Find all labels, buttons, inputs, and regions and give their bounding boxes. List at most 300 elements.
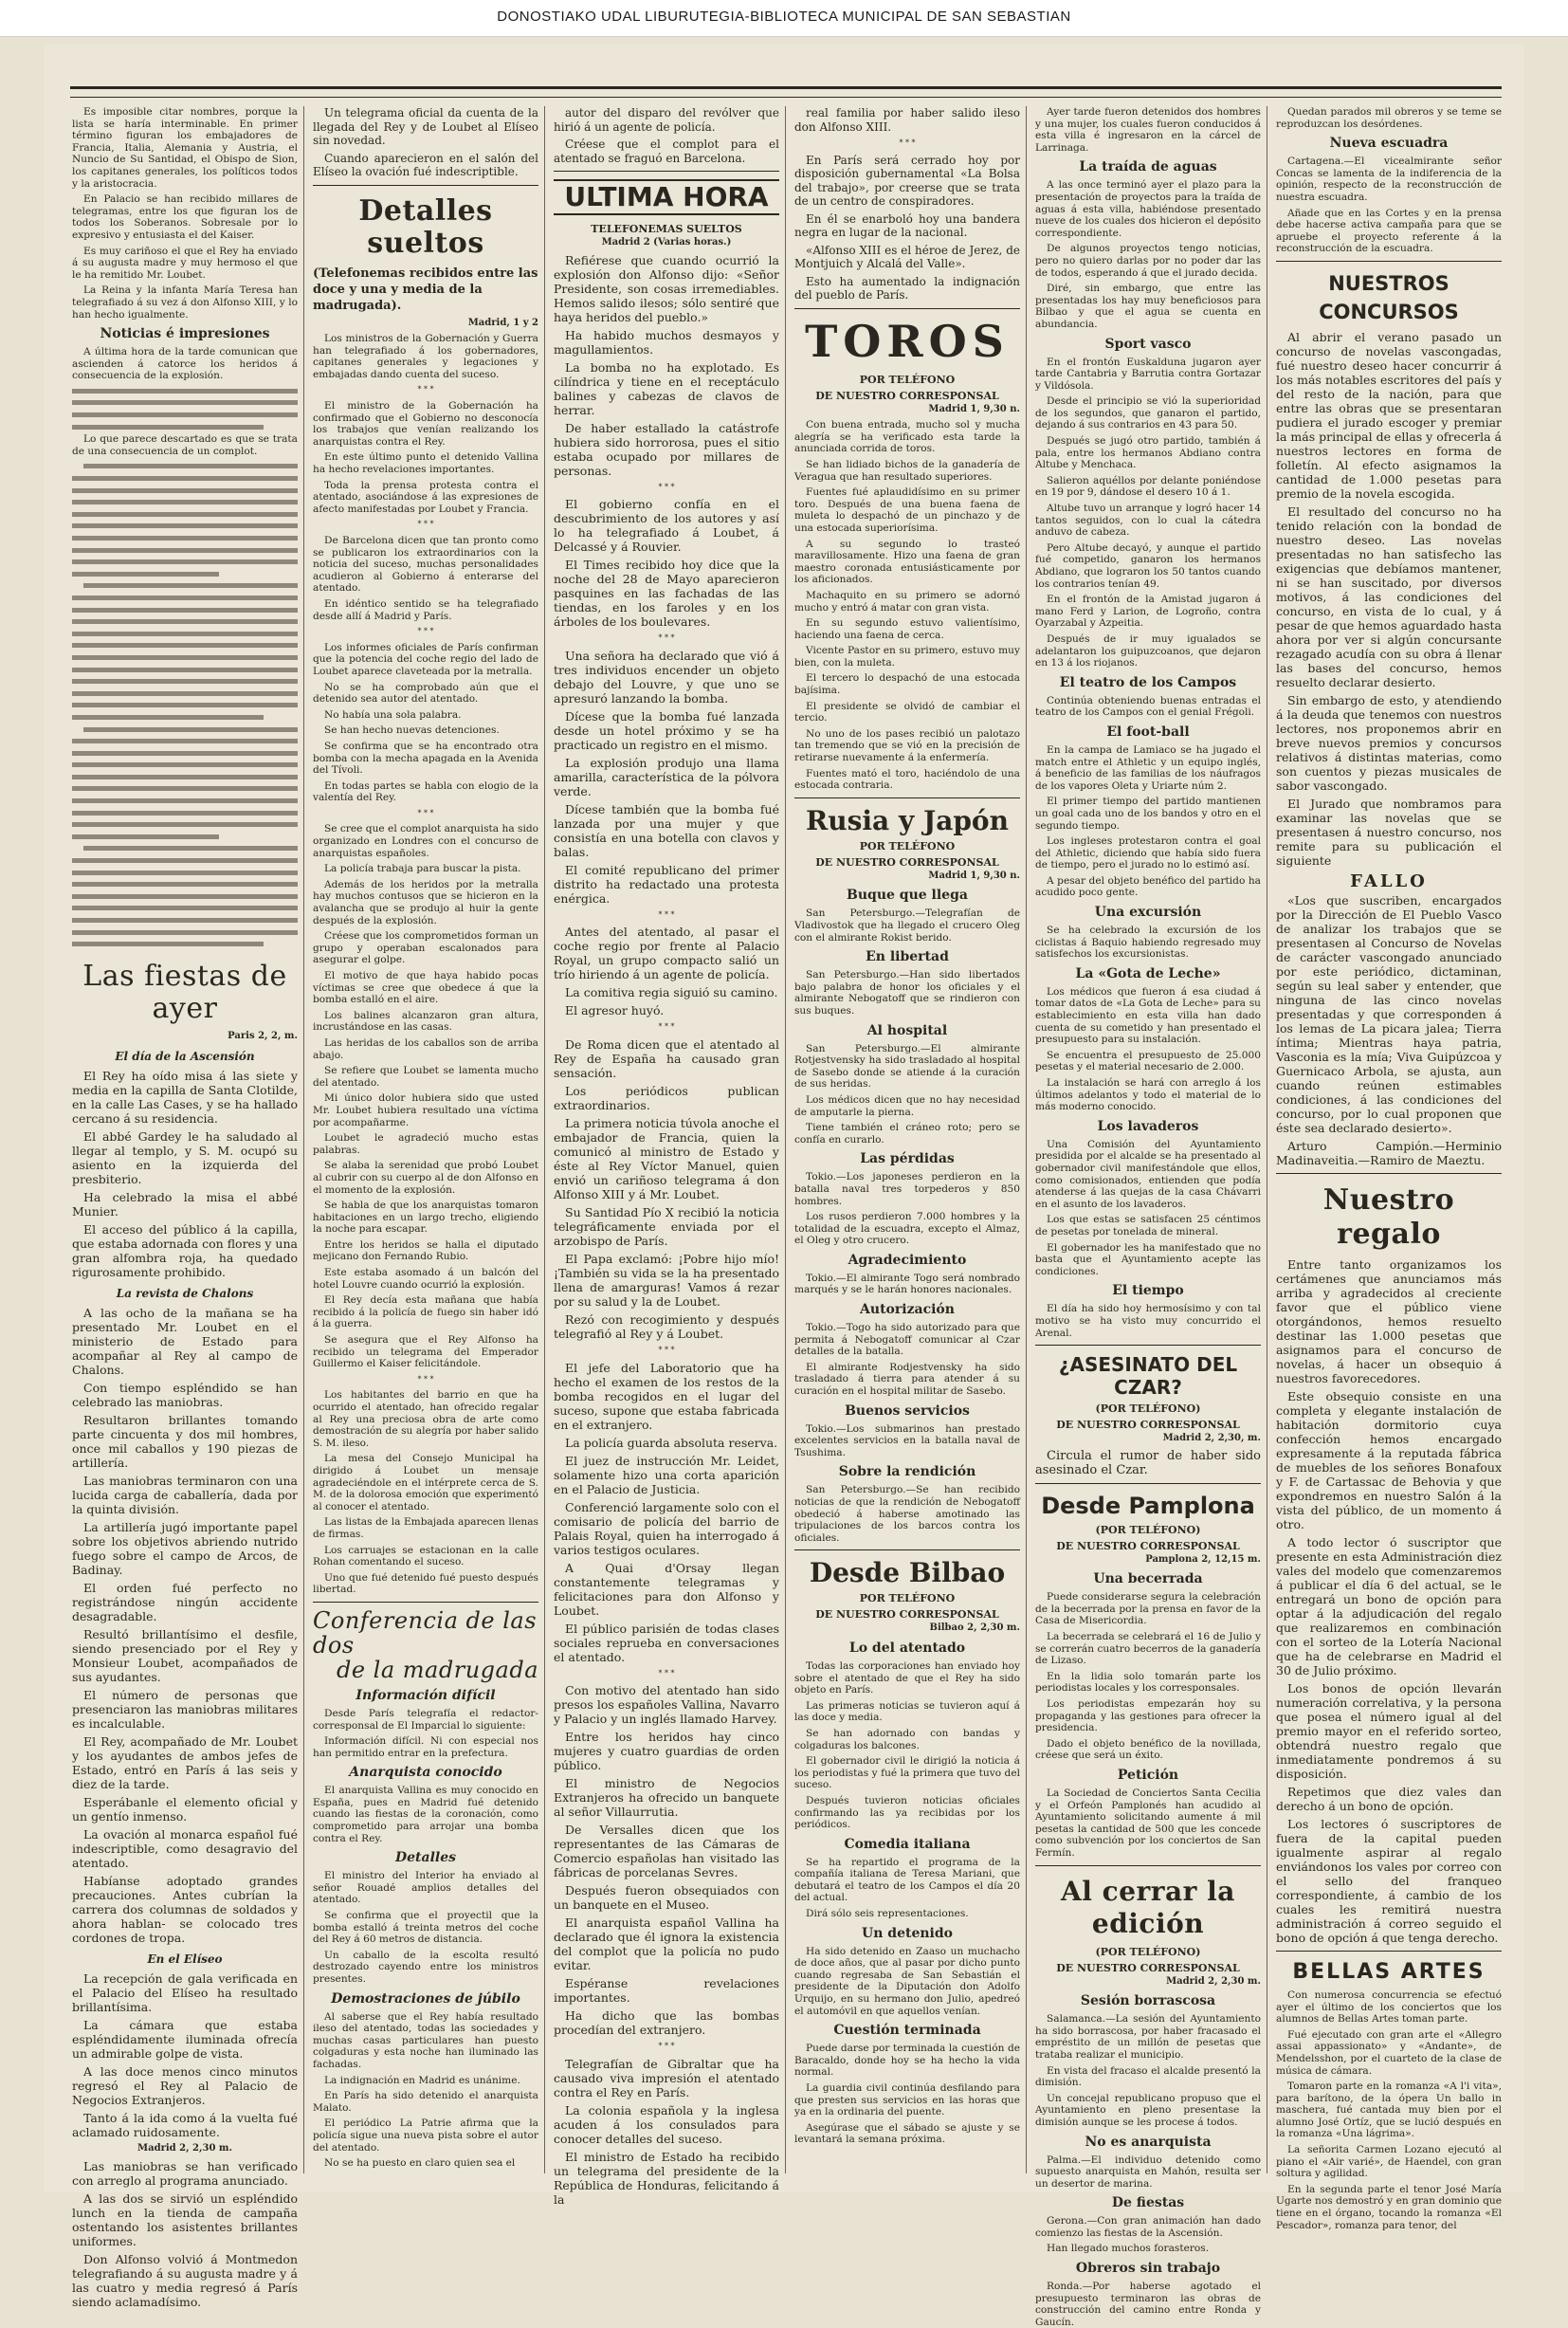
paragraph: Los balines alcanzaron gran altura, incrustándose en las casas.	[313, 1009, 538, 1034]
paragraph: Toda la prensa protesta contra el atentado, asociándose á las expresiones de afecto manifestadas por Loubet y Francia.	[313, 479, 538, 515]
paragraph: Se ha celebrado la excursión de los ciclistas á Baquio habiendo regresado muy satisfechos los excursionistas.	[1035, 925, 1261, 961]
paragraph: No se ha comprobado aún que el detenido sea autor del atentado.	[313, 681, 538, 706]
paragraph: De haber estallado la catástrofe hubiera sido horrorosa, pues el sitio estaba ocupado por millares de personas.	[554, 420, 779, 478]
paragraph: Es muy cariñoso el que el Rey ha enviado á su augusta madre y muy hermoso el que le ha remitido Mr. Loubet.	[72, 245, 298, 281]
paragraph: En el frontón de la Amistad jugaron á mano Ferd y Larion, de Logroño, contra Oyarzabal y Azpeitia.	[1035, 594, 1261, 630]
text-line	[72, 497, 298, 509]
divider	[1035, 1865, 1261, 1866]
column-divider	[303, 106, 304, 2173]
paragraph: A Quai d'Orsay llegan constantemente telegramas y felicitaciones para don Alfonso y Loubet.	[554, 1560, 779, 1618]
paragraph: El Papa exclamó: ¡Pobre hijo mío! ¡También su vida se la ha presentado llena de amarguras! Vamos á rezar por su salud y la de Loubet.	[554, 1251, 779, 1309]
paragraph: Después se jugó otro partido, también á pala, entre los hermanos Abdiano contra Altube y Menchaca.	[1035, 435, 1261, 471]
subsection-heading: El foot-ball	[1106, 724, 1190, 740]
paragraph: A las dos se sirvió un espléndido lunch en la tienda de campaña ostentando los asistentes brillantes uniformes.	[72, 2191, 298, 2248]
paragraph: Todas las corporaciones han enviado hoy sobre el atentado de que el Rey ha sido objeto en París.	[794, 1659, 1020, 1696]
paragraph: Don Alfonso volvió á Montmedon telegrafiando á su augusta madre y á las cuatro y media regresó á París siendo aclamadísimo.	[72, 2251, 298, 2309]
paragraph: Información difícil. Ni con especial nos han permitido entrar en la prefectura.	[313, 1735, 538, 1759]
text-line	[72, 422, 264, 434]
paragraph: El ministro de Negocios Extranjeros ha ofrecido un banquete al señor Villaurrutia.	[554, 1776, 779, 1820]
paragraph: Una señora ha declarado que vió á tres individuos encender un objeto debajo del Louvre, y que uno se apresuró lanzando la bomba.	[554, 648, 779, 706]
paragraph: Ha celebrado la misa el abbé Munier.	[72, 1190, 298, 1219]
section-heading: Al cerrar la edición	[1061, 1875, 1235, 1939]
byline: DE NUESTRO CORRESPONSAL	[815, 389, 999, 402]
text-line	[72, 593, 298, 605]
paragraph: Los periódicos publican extraordinarios.	[554, 1083, 779, 1112]
divider	[794, 797, 1020, 798]
paragraph: Entre los heridos se halla el diputado mejicano don Fernando Rubio.	[313, 1238, 538, 1263]
subsection-heading: Obreros sin trabajo	[1075, 2261, 1221, 2277]
divider	[794, 1549, 1020, 1550]
text-line	[72, 605, 298, 617]
paragraph: Dado el objeto benéfico de la novillada, créese que será un éxito.	[1035, 1737, 1261, 1762]
paragraph: Se alaba la serenidad que probó Loubet al cubrir con su cuerpo al de don Alfonso en el momento de la explosión.	[313, 1160, 538, 1196]
section-heading: Rusia y Japón	[806, 804, 1009, 836]
paragraph: La policía guarda absoluta reserva.	[565, 1435, 778, 1450]
dateline: Bilbao 2, 2,30 m.	[929, 1622, 1020, 1634]
divider	[313, 1602, 538, 1603]
column-3	[554, 106, 779, 2207]
paragraph: Créese que el complot para el atentado se fraguó en Barcelona.	[554, 137, 779, 165]
dateline: Madrid, 1 y 2	[467, 317, 538, 328]
paragraph: Desde el principio se vió la superioridad de los segundos, que ganaron el partido, dejando á sus contrarios en 43 para 50.	[1035, 395, 1261, 431]
paragraph: El Jurado que nombramos para examinar las novelas que se presentasen á nuestro concurso, nos remite para su publicación el siguiente	[1276, 796, 1502, 868]
paragraph: El orden fué perfecto no registrándose ningún accidente desagradable.	[72, 1581, 298, 1624]
paragraph: Puede darse por terminada la cuestión de Baracaldo, donde hoy se ha hecho la vida normal.	[794, 2043, 1020, 2079]
paragraph: Cartagena.—El vicealmirante señor Concas se lamenta de la indiferencia de la opinión, respecto de la reconstrucción de nuestra escuadra.	[1276, 156, 1502, 203]
separator-stars: * * *	[658, 2042, 675, 2051]
paragraph: Después fueron obsequiados con un banquete en el Museo.	[554, 1883, 779, 1913]
column-divider	[1026, 106, 1027, 2173]
paragraph: En Palacio se han recibido millares de telegramas, entre los que figuran los de todos los Soberanos. Sobresale por lo expresivo y entusiasta el del Kaiser.	[72, 193, 298, 241]
paragraph: Uno que fué detenido fué puesto después libertad.	[313, 1571, 538, 1596]
paragraph: El público parisién de todas clases sociales reprueba en conversaciones el atentado.	[554, 1621, 779, 1664]
paragraph: El abbé Gardey le ha saludado al llegar al templo, y S. M. ocupó su asiento en la izquierda del presbiterio.	[72, 1129, 298, 1187]
paragraph: Se han hecho nuevas detenciones.	[324, 724, 500, 737]
paragraph: Las primeras noticias se tuvieron aquí á las doce y media.	[794, 1699, 1020, 1724]
paragraph: Desde París telegrafía el redactor-corresponsal de El Imparcial lo siguiente:	[313, 1707, 538, 1732]
paragraph: A pesar del objeto benéfico del partido ha acudido poco gente.	[1035, 874, 1261, 899]
separator-stars: * * *	[417, 520, 434, 529]
paragraph: Pero Altube decayó, y aunque el partido fué competido, ganaron los hermanos Abdiano, que lograron los 50 tantos cuando los contrarios tenían 49.	[1035, 541, 1261, 590]
subsection-heading: Sobre la rendición	[838, 1464, 976, 1480]
paragraph: En la segunda parte el tenor José María Ugarte nos demostró y en gran dominio que tiene en el órgano, tocando la romanza «El Pescador», romanza para tenor, del	[1276, 2183, 1502, 2231]
text-line	[72, 386, 298, 398]
paragraph: Su Santidad Pío X recibió la noticia telegráficamente enviada por el arzobispo de París.	[554, 1204, 779, 1248]
byline: DE NUESTRO CORRESPONSAL	[1056, 1419, 1240, 1432]
paragraph: Se habla de que los anarquistas tomaron habitaciones en un largo trecho, eligiendo la noche para escapar.	[313, 1200, 538, 1236]
paragraph: Rezó con recogimiento y después telegrafió al Rey y á Loubet.	[554, 1311, 779, 1341]
paragraph: En este último punto el detenido Vallina ha hecho revelaciones importantes.	[313, 451, 538, 476]
paragraph: Tokio.—El almirante Togo será nombrado marqués y se le harán honores nacionales.	[794, 1272, 1020, 1296]
divider	[1276, 261, 1502, 262]
paragraph: Cuando aparecieron en el salón del Elíseo la ovación fué indescriptible.	[313, 151, 538, 178]
paragraph: Palma.—El individuo detenido como supuesto anarquista en Mahón, resulta ser un desertor de marina.	[1035, 2154, 1261, 2190]
paragraph: Después de ir muy igualados se adelantaron los guipuzcoanos, que dejaron en 13 á los riojanos.	[1035, 632, 1261, 669]
paragraph: El anarquista español Vallina ha declarado que él ignora la existencia del complot que la policía no pudo evitar.	[554, 1916, 779, 1973]
byline: DE NUESTRO CORRESPONSAL	[815, 855, 999, 869]
section-heading: BELLAS ARTES	[1292, 1959, 1486, 1984]
paragraph: En vista del fracaso el alcalde presentó la dimisión.	[1035, 2064, 1261, 2089]
paragraph: Los ingleses protestaron contra el goal del Athletic, diciendo que había sido fuera de tiempo, pero el jurado no lo estimó así.	[1035, 835, 1261, 871]
separator-stars: * * *	[658, 633, 675, 643]
paragraph: Las heridas de los caballos son de arriba abajo.	[313, 1036, 538, 1061]
text-line	[72, 509, 298, 522]
paragraph: Ayer tarde fueron detenidos dos hombres y una mujer, los cuales fueron conducidos á esta villa é ingresaron en la cárcel de Larrinaga.	[1035, 106, 1261, 154]
paragraph: En París ha sido detenido el anarquista Malato.	[313, 2090, 538, 2114]
paragraph: Lo que parece descartado es que se trata de una consecuencia de un complot.	[72, 433, 298, 457]
paragraph: San Petersburgo.—El almirante Rotjestvensky ha sido trasladado al hospital de Sasebo donde se atiende á la curación de sus heridas.	[794, 1042, 1020, 1091]
column-divider	[544, 106, 545, 2173]
separator-stars: * * *	[417, 627, 434, 636]
text-line	[72, 772, 298, 784]
paragraph: El agresor huyó.	[565, 1003, 665, 1018]
paragraph: A última hora de la tarde comunican que ascienden á catorce los heridos á consecuencia de la explosión.	[72, 346, 298, 382]
text-line	[72, 521, 298, 533]
paragraph: La Sociedad de Conciertos Santa Cecilia y el Orfeón Pamplonés han acudido al Ayuntamiento solicitando aumente á mil pesetas la cantidad de 500 que les concede como subvención por los conciertos de San Fermín.	[1035, 1787, 1261, 1859]
paragraph: Repetimos que diez vales dan derecho á un bono de opción.	[1276, 1784, 1502, 1813]
paragraph: Circula el rumor de haber sido asesinado el Czar.	[1035, 1448, 1261, 1477]
paragraph: La artillería jugó importante papel sobre los objetivos abriendo nutrido fuego sobre el campo de Arcos, de Badinay.	[72, 1520, 298, 1578]
paragraph: El ministro de Estado ha recibido un telegrama del presidente de la República de Honduras, felicitando á la	[554, 2149, 779, 2207]
paragraph: En él se enarboló hoy una bandera negra en lugar de la nacional.	[794, 211, 1020, 240]
paragraph: Loubet le agradeció mucho estas palabras.	[313, 1132, 538, 1156]
paragraph: Asegúrase que el sábado se ajuste y se levantará la semana próxima.	[794, 2121, 1020, 2146]
separator-stars: * * *	[899, 138, 916, 147]
column-divider	[785, 106, 786, 2173]
paragraph: La primera noticia túvola anoche el embajador de Francia, quien la comunicó al ministro de Estado y éste al Rey Víctor Manuel, quien envió un cariñoso telegrama á don Alfonso XIII y á Mr. Loubet.	[554, 1115, 779, 1201]
text-line	[72, 796, 298, 808]
paragraph: Fuentes mató el toro, haciéndolo de una estocada contraria.	[794, 767, 1020, 792]
paragraph: Este estaba asomado á un balcón del hotel Louvre cuando ocurrió la explosión.	[313, 1267, 538, 1291]
paragraph: Se han lidiado bichos de la ganadería de Veragua que han resultado superiores.	[794, 458, 1020, 483]
section-heading: ULTIMA HORA	[554, 179, 779, 215]
paragraph: Ronda.—Por haberse agotado el presupuesto terminaron las obras de construcción del camino entre Ronda y Gaucín.	[1035, 2281, 1261, 2328]
column-1	[72, 106, 298, 2309]
text-line	[72, 473, 298, 486]
subsection-heading: Autorización	[860, 1302, 955, 1318]
paragraph: Se confirma que se ha encontrado otra bomba con la mecha apagada en la Avenida del Tívoli.	[313, 740, 538, 777]
subsection-heading: El día de la Ascensión	[115, 1050, 255, 1064]
subsection-heading: Las pérdidas	[860, 1151, 955, 1167]
paragraph: Conferenció largamente solo con el comisario de policía del barrio de Palais Royal, quien ha interrogado á varios testigos oculares.	[554, 1499, 779, 1557]
paragraph: Telegrafían de Gibraltar que ha causado viva impresión el atentado contra el Rey en París.	[554, 2056, 779, 2099]
paragraph: Después tuvieron noticias oficiales confirmando las ya recibidas por los periódicos.	[794, 1794, 1020, 1831]
byline: (POR TELÉFONO)	[1095, 1402, 1201, 1416]
text-line	[72, 640, 298, 652]
paragraph: El Rey ha oído misa á las siete y media en la capilla de Santa Clotilde, en la calle Las Cases, y se ha hallado cercano á su residencia.	[72, 1069, 298, 1127]
subsection-heading: Petición	[1117, 1768, 1179, 1783]
paragraph: San Petersburgo.—Han sido libertados bajo palabra de honor los oficiales y el almirante Nebogatoff que se rindieron con sus buques.	[794, 969, 1020, 1017]
byline: DE NUESTRO CORRESPONSAL	[1056, 1961, 1240, 1974]
paragraph: Las maniobras terminaron con una lucida carga de caballería, dada por la quinta división.	[72, 1474, 298, 1517]
section-heading: Noticias é impresiones	[100, 326, 270, 342]
text-line	[83, 724, 298, 737]
dateline: Madrid 1, 9,30 n.	[928, 870, 1020, 881]
paragraph: El acceso del público á la capilla, que estaba adornada con flores y una gran alfombra roja, ha quedado rigurosamente prohibido.	[72, 1222, 298, 1280]
paragraph: Salieron aquéllos por delante poniéndose en 19 por 9, dándose el desero 10 á 1.	[1035, 474, 1261, 499]
paragraph: La explosión produjo una llama amarilla, característica de la pólvora verde.	[554, 755, 779, 798]
paragraph: El periódico La Patrie afirma que la policía sigue una nueva pista sobre el autor del atentado.	[313, 2117, 538, 2154]
paragraph: Una Comisión del Ayuntamiento presidida por el alcalde se ha presentado al gobernador civil manifestándole que ellos, como comisionados, entienden que podía atenderse á las quejas de la casa Chávarri en el asunto de los lavaderos.	[1035, 1138, 1261, 1210]
text-line	[72, 712, 264, 724]
paragraph: Antes del atentado, al pasar el coche regio por frente al Palacio Royal, un grupo compacto salió un trío hiriendo á un agente de policía.	[554, 925, 779, 982]
paragraph: El anarquista Vallina es muy conocido en España, pues en Madrid fué detenido cuando las fiestas de la coronación, como comprometido para arrojar una bomba contra el Rey.	[313, 1785, 538, 1844]
byline: POR TELÉFONO	[859, 839, 956, 852]
paragraph: Los ministros de la Gobernación y Guerra han telegrafiado á los gobernadores, capitanes generales y legaciones y embajadas dando cuenta del suceso.	[313, 333, 538, 380]
paragraph: Este obsequio consiste en una completa y elegante instalación de habitación dormitorio cuya confección hemos encargado expresamente á la reputada fábrica de muebles de los señores Bonafoux y F. de Cartassac de Behovia y que expondremos en nuestro Salón á la vista del público, de un momento á otro.	[1276, 1388, 1502, 1531]
text-line	[72, 868, 298, 880]
separator-stars: * * *	[658, 909, 675, 919]
text-line	[72, 939, 264, 951]
paragraph: Entre tanto organizamos los certámenes que anunciamos más arriba y agradecidos al creciente favor que el público viene otorgándonos, hemos resuelto destinar las 1.000 pesetas que asignamos para el concurso de novelas, á hacer un obsequio á nuestros favorecedores.	[1276, 1256, 1502, 1385]
paragraph: Se ha repartido el programa de la compañía italiana de Teresa Mariani, que debutará el teatro de los Campos el día 20 del actual.	[794, 1856, 1020, 1904]
paragraph: A las doce menos cinco minutos regresó el Rey al Palacio de Negocios Extranjeros.	[72, 2064, 298, 2108]
subsection-heading: Al hospital	[866, 1022, 948, 1038]
text-line	[72, 486, 298, 498]
paragraph: La recepción de gala verificada en el Palacio del Elíseo ha resultado brillantísima.	[72, 1971, 298, 2015]
paragraph: Machaquito en su primero se adornó mucho y entró á matar con gran vista.	[794, 589, 1020, 614]
paragraph: La policía trabaja para buscar la pista.	[324, 863, 521, 875]
paragraph: En París será cerrado hoy por disposición gubernamental «La Bolsa del trabajo», por creerse que se trata de un centro de conspiradores.	[794, 153, 1020, 209]
text-line	[72, 832, 219, 844]
paragraph: Con motivo del atentado han sido presos los españoles Vallina, Navarro y Palacio y un inglés llamado Harvey.	[554, 1683, 779, 1727]
subsection-heading: Los lavaderos	[1097, 1118, 1199, 1134]
paragraph: Los informes oficiales de París confirman que la potencia del coche regio del lado de Loubet aparece claveteada por la metralla.	[313, 641, 538, 677]
paragraph: No se ha puesto en claro quien sea el	[324, 2157, 516, 2170]
separator-stars: * * *	[658, 482, 675, 491]
paragraph: El jefe del Laboratorio que ha hecho el examen de los restos de la bomba recogidos en el lugar del suceso, supone que estaba fabricada en el extranjero.	[554, 1360, 779, 1432]
paragraph: La guardia civil continúa desfilando para que presten sus servicios en las horas que ya en la ordinaria del puente.	[794, 2082, 1020, 2118]
paragraph: El ministro del Interior ha enviado al señor Rouadé amplios detalles del atentado.	[313, 1870, 538, 1906]
section-heading: Desde Pamplona	[1041, 1492, 1255, 1519]
paragraph: Tokio.—Togo ha sido autorizado para que permita á Nebogatoff comunicar al Czar detalles de la batalla.	[794, 1322, 1020, 1358]
paragraph: Además de los heridos por la metralla hay muchos contusos que se hicieron en la avalancha que se produjo al huir la gente después de la explosión.	[313, 878, 538, 926]
paragraph: Los médicos que fueron á esa ciudad á tomar datos de «La Gota de Leche» para su establecimiento en esta villa han dado cuenta de su cometido y han presentado el presupuesto para su instalación.	[1035, 985, 1261, 1046]
section-heading: Detalles sueltos	[358, 193, 493, 260]
dateline: Pamplona 2, 12,15 m.	[1145, 1553, 1261, 1565]
paragraph: Los rusos perdieron 7.000 hombres y la totalidad de la escuadra, excepto el Almaz, el Oleg y otro crucero.	[794, 1211, 1020, 1247]
section-heading: TOROS	[805, 315, 1010, 367]
paragraph: San Petersburgo.—Telegrafían de Vladivostok que ha llegado el crucero Oleg con el almirante Rokist berido.	[794, 907, 1020, 944]
separator-stars: * * *	[658, 1668, 675, 1677]
column-4	[794, 106, 1020, 2173]
paragraph: Sin embargo de esto, y atendiendo á la deuda que tenemos con nuestros lectores, nos proponemos abrir en breve nuevos premios y concursos relativos á distintas materias, como son cuentos y piezas musicales de sabor vascongado.	[1276, 692, 1502, 793]
subsection-heading: Información difícil	[356, 1687, 496, 1703]
text-line	[72, 855, 298, 868]
archive-banner	[0, 0, 1568, 37]
subsection-heading: El teatro de los Campos	[1059, 674, 1237, 690]
text-line	[72, 927, 298, 940]
column-6	[1276, 106, 1502, 2231]
paragraph: La ovación al monarca español fué indescriptible, como desagravio del atentado.	[72, 1827, 298, 1871]
paragraph: Se refiere que Loubet se lamenta mucho del atentado.	[313, 1065, 538, 1089]
paragraph: De Barcelona dicen que tan pronto como se publicaron los extraordinarios con la noticia del suceso, muchas personalidades acudieron al Gobierno á enterarse del atentado.	[313, 535, 538, 595]
subsection-heading: El tiempo	[1112, 1283, 1184, 1299]
column-5	[1035, 106, 1261, 2328]
subsection-heading: FALLO	[1350, 871, 1428, 891]
paragraph: Un caballo de la escolta resultó destrozado cayendo entre los ministros presentes.	[313, 1949, 538, 1985]
paragraph: Los carruajes se estacionan en la calle Rohan comentando el suceso.	[313, 1544, 538, 1568]
paragraph: Fué ejecutado con gran arte el «Allegro assai appassionato» y «Andante», de Mendelsshon, por el cuarteto de la clase de música de cámara.	[1276, 2028, 1502, 2077]
paragraph: Arturo Campión.—Herminio Madinaveitia.—Ramiro de Maeztu.	[1276, 1138, 1502, 1167]
paragraph: Fuentes fué aplaudidísimo en su primer toro. Después de una buena faena de muleta lo despachó de un pinchazo y de una estocada superiorísima.	[794, 486, 1020, 534]
paragraph: Quedan parados mil obreros y se teme se reproduzcan los desórdenes.	[1276, 106, 1502, 130]
subsection-heading: La «Gota de Leche»	[1075, 965, 1221, 981]
divider	[1035, 1483, 1261, 1484]
text-line	[72, 676, 298, 688]
paragraph: Dícese que la bomba fué lanzada desde un hotel próximo y se ha practicado un registro en el mismo.	[554, 708, 779, 752]
paragraph: Añade que en las Cortes y en la prensa debe hacerse activa campaña para que se apruebe el proyecto referente á la reconstrucción de la escuadra.	[1276, 207, 1502, 255]
paragraph: No había una sola palabra.	[324, 708, 462, 721]
paragraph: Los bonos de opción llevarán numeración correlativa, y la persona que posea el número igual al del premio mayor en el referido sorteo, obtendrá nuestro regalo que inmediatamente pondremos á su disposición.	[1276, 1680, 1502, 1781]
paragraph: Ha dicho que las bombas procedían del extranjero.	[554, 2008, 779, 2038]
paragraph: Al abrir el verano pasado un concurso de novelas vascongadas, fué nuestro deseo hacer concurrir á los más notables escritores del país y del resto de la nación, para que entre las obras que se presentaran pudiera el jurado escoger y premiar la más principal de ellas y ofrecerla á nuestros lectores en forma de folletín. Al efecto asignamos la cantidad de 1.000 pesetas para premio de la novela escogida.	[1276, 329, 1502, 501]
paragraph: Ha habido muchos desmayos y magullamientos.	[554, 327, 779, 357]
paragraph: Tanto á la ida como á la vuelta fué aclamado ruidosamente.	[72, 2111, 298, 2140]
separator-stars: * * *	[417, 1374, 434, 1384]
paragraph: El ministro de la Gobernación ha confirmado que el Gobierno no desconocía los trabajos que venían realizando los anarquistas contra el Rey.	[313, 400, 538, 448]
subsection-heading: Nueva escuadra	[1329, 136, 1449, 152]
section-subheading: (Telefonemas recibidos entre las doce y una y media de la madrugada).	[313, 266, 538, 313]
byline: POR TELÉFONO	[859, 1592, 956, 1605]
paragraph: A las once terminó ayer el plazo para la presentación de proyectos para la traída de aguas á esta villa, habiéndose presentado nueve de los cuales dos hicieron el depósito correspondiente.	[1035, 179, 1261, 239]
paragraph: El motivo de que haya habido pocas víctimas se cree que obedece á que la bomba estalló en el aire.	[313, 970, 538, 1006]
paragraph: Dirá sólo seis representaciones.	[806, 1908, 969, 1920]
paragraph: Un concejal republicano propuso que el Ayuntamiento en pleno presentase la dimisión aunque se les procese á todos.	[1035, 2092, 1261, 2128]
divider	[794, 308, 1020, 309]
paragraph: El gobernador les ha manifestado que no basta que el Ayuntamiento acepte las condiciones.	[1035, 1241, 1261, 1277]
divider	[1035, 1345, 1261, 1346]
paragraph: Diré, sin embargo, que entre las presentadas los hay muy beneficiosos para Bilbao y que el agua se cuenta en abundancia.	[1035, 283, 1261, 330]
divider	[313, 185, 538, 186]
paragraph: El primer tiempo del partido mantienen un goal cada uno de los bandos y otro en el segundo tiempo.	[1035, 796, 1261, 832]
paragraph: Espéranse revelaciones importantes.	[554, 1976, 779, 2006]
section-heading: ¿ASESINATO DEL CZAR?	[1058, 1353, 1238, 1400]
paragraph: La bomba no ha explotado. Es cilíndrica y tiene en el receptáculo balines y cabezas de clavos de herrar.	[554, 359, 779, 417]
dateline: Madrid 1, 9,30 n.	[928, 403, 1020, 414]
paragraph: Un telegrama oficial da cuenta de la llegada del Rey y de Loubet al Elíseo sin novedad.	[313, 106, 538, 147]
paragraph: Altube tuvo un arranque y logró hacer 14 tantos seguidos, con lo cual la cátedra anduvo de cabeza.	[1035, 503, 1261, 539]
subsection-heading: Lo del atentado	[848, 1640, 966, 1656]
subsection-heading: Cuestión terminada	[833, 2023, 981, 2039]
paragraph: La indignación en Madrid es unánime.	[324, 2074, 520, 2086]
subsection-heading: En el Elíseo	[147, 1952, 223, 1967]
subsection-heading: Demostraciones de júbilo	[331, 1990, 520, 2007]
paragraph: Tokio.—Los japoneses perdieron en la batalla naval tres torpederos y 850 hombres.	[794, 1171, 1020, 1207]
paragraph: El presidente se olvidó de cambiar el tercio.	[794, 700, 1020, 724]
text-line	[72, 688, 298, 701]
divider	[554, 171, 779, 172]
paragraph: «Alfonso XIII es el héroe de Jerez, de Montjuich y Alcalá del Valle».	[794, 243, 1020, 271]
text-line	[72, 665, 298, 677]
paragraph: Refiérese que cuando ocurrió la explosión don Alfonso dijo: «Señor Presidente, son cosas irremediables. Hemos salido ilesos; sólo sentiré que haya heridos del pueblo.»	[554, 252, 779, 324]
paragraph: La instalación se hará con arreglo á los últimos adelantos y todo el material de lo más moderno conocido.	[1035, 1077, 1261, 1113]
paragraph: En idéntico sentido se ha telegrafiado desde allí á Madrid y París.	[313, 597, 538, 622]
paragraph: El comité republicano del primer distrito ha redactado una protesta enérgica.	[554, 862, 779, 906]
paragraph: Esperábanle el elemento oficial y un gentío inmenso.	[72, 1795, 298, 1824]
section-subheading: TELEFONEMAS SUELTOS	[591, 223, 742, 235]
paragraph: A su segundo lo trasteó maravillosamente. Hizo una faena de gran maestro coronada entusiásticamente por los aficionados.	[794, 538, 1020, 586]
paragraph: Se cree que el complot anarquista ha sido organizado en Londres con el concurso de anarquistas españoles.	[313, 823, 538, 859]
paragraph: Han llegado muchos forasteros.	[1047, 2243, 1210, 2255]
newspaper-page	[44, 44, 1524, 2328]
paragraph: Resultó brillantísimo el desfile, siendo presenciado por el Rey y Monsieur Loubet, acompañados de sus ayudantes.	[72, 1627, 298, 1685]
paragraph: Gerona.—Con gran animación han dado comienzo las fiestas de la Ascensión.	[1035, 2215, 1261, 2239]
header-rule	[70, 86, 1502, 98]
paragraph: La comitiva regia siguió su camino.	[565, 985, 778, 1000]
paragraph: Los habitantes del barrio en que ha ocurrido el atentado, han ofrecido regalar al Rey una preciosa obra de arte como demostración de su alegría por haber salido S. M. ileso.	[313, 1389, 538, 1449]
paragraph: Es imposible citar nombres, porque la lista se haría interminable. En primer término figuran los embajadores de Francia, Italia, Alemania y Austria, el Nuncio de Su Santidad, el Obispo de Sion, los capitanes generales, los políticos todos y la aristocracia.	[72, 106, 298, 190]
paragraph: La Reina y la infanta María Teresa han telegrafiado á su vez á don Alfonso XIII, y lo han hecho igualmente.	[72, 284, 298, 321]
text-line	[72, 616, 298, 629]
subsection-heading: En libertad	[866, 949, 949, 965]
paragraph: Al saberse que el Rey había resultado ileso del atentado, todas las sociedades y muchas casas particulares han puesto colgaduras y esta noche han iluminado las fachadas.	[313, 2010, 538, 2070]
byline: DE NUESTRO CORRESPONSAL	[1056, 1539, 1240, 1552]
subsection-heading: Sport vasco	[1104, 336, 1192, 352]
paragraph: El juez de instrucción Mr. Leidet, solamente hizo una corta aparición en el Palacio de Justicia.	[554, 1453, 779, 1496]
paragraph: El Times recibido hoy dice que la noche del 28 de Mayo aparecieron pasquines en las fachadas de las tiendas, en los faroles y en los árboles de los boulevares.	[554, 558, 779, 630]
subsection-heading: Una excursión	[1094, 905, 1202, 921]
paragraph: Esto ha aumentado la indignación del pueblo de París.	[794, 274, 1020, 302]
text-line	[72, 410, 298, 422]
paragraph: Con numerosa concurrencia se efectuó ayer el último de los conciertos que los alumnos de Bellas Artes toman parte.	[1276, 1989, 1502, 2026]
paragraph: El resultado del concurso no ha tenido relación con la bondad de nuestro deseo. Las novelas presentadas no han satisfecho las exigencias que debíamos mantener, ni se han suscitado, por diversos motivos, á las condiciones del concurso, en vista de lo cual, y á pesar de que hemos aguardado hasta ahora por ver si algún concursante rezagado acudía con su obra á llenar las bases del concurso, hemos resuelto declarar desierto.	[1276, 504, 1502, 689]
separator-stars: * * *	[658, 1345, 675, 1354]
paragraph: Los que estas se satisfacen 25 céntimos de pesetas por tonelada de mineral.	[1035, 1214, 1261, 1237]
paragraph: San Petersburgo.—Se han recibido noticias de que la rendición de Nebogatoff obedeció á haberse amotinado las tripulaciones de los barcos contra los oficiales.	[794, 1484, 1020, 1544]
paragraph: El gobierno confía en el descubrimiento de los autores y así lo ha telegrafiado á Loubet, á Delcassé y á Rouvier.	[554, 497, 779, 555]
paragraph: Tokio.—Los submarinos han prestado excelentes servicios en la batalla naval de Tsushima.	[794, 1422, 1020, 1458]
text-line	[72, 545, 298, 558]
paragraph: Entre los heridos hay cinco mujeres y cuatro guardias de orden público.	[554, 1730, 779, 1773]
section-heading: NUESTROS CONCURSOS	[1319, 271, 1459, 323]
text-line	[72, 557, 298, 569]
dateline: Paris 2, 2, m.	[228, 1030, 298, 1041]
paragraph: Puede considerarse segura la celebración de la becerrada por la prensa en favor de la Casa de Misericordia.	[1035, 1591, 1261, 1627]
paragraph: En el frontón Euskalduna jugaron ayer tarde Cantabria y Barrutia contra Gortazar y Vildósola.	[1035, 356, 1261, 392]
paragraph: Ha sido detenido en Zaaso un muchacho de doce años, que al pasar por dicho punto cuando regresaba de San Sebastián el presidente de la Diputación don Adolfo Urquijo, en su hermano don Julio, apedreó el automóvil en que aquellos venían.	[794, 1945, 1020, 2017]
paragraph: En la lidia solo tomarán parte los periodistas locales y los corresponsales.	[1035, 1670, 1261, 1695]
dateline: Madrid 2, 2,30 m.	[1166, 1975, 1261, 1987]
paragraph: Se han adornado con bandas y colgaduras los balcones.	[794, 1727, 1020, 1751]
paragraph: Con tiempo espléndido se han celebrado las maniobras.	[72, 1381, 298, 1410]
paragraph: En todas partes se habla con elogio de la valentía del Rey.	[313, 779, 538, 804]
text-line	[72, 879, 298, 891]
subsection-heading: Comedia italiana	[844, 1836, 971, 1852]
paragraph: Habíanse adoptado grandes precauciones. Antes cubrían la carrera dos columnas de soldados y ahora hablan- se colocado tres cordones de tropa.	[72, 1874, 298, 1946]
paragraph: Créese que los comprometidos forman un grupo y operaban escalonados para asegurar el golpe.	[313, 930, 538, 966]
subsection-heading: No es anarquista	[1085, 2134, 1212, 2150]
paragraph: La señorita Carmen Lozano ejecutó al piano el «Air varié», de Haendel, con gran soltura y agilidad.	[1276, 2144, 1502, 2180]
paragraph: A las ocho de la mañana se ha presentado Mr. Loubet en el ministerio de Estado para acompañar al Rey al campo de Chalons.	[72, 1306, 298, 1378]
paragraph: Las maniobras se han verificado con arreglo al programa anunciado.	[72, 2158, 298, 2188]
separator-stars: * * *	[417, 385, 434, 394]
dateline: Madrid 2 (Varias horas.)	[601, 237, 732, 247]
subsection-heading: La revista de Chalons	[116, 1287, 254, 1301]
paragraph: Dícese también que la bomba fué lanzada por una mujer y que consistía en una botella con clavos y balas.	[554, 801, 779, 859]
paragraph: La becerrada se celebrará el 16 de Julio y se correrán cuatro becerros de la ganadería de Lizaso.	[1035, 1631, 1261, 1667]
paragraph: La mesa del Consejo Municipal ha dirigido á Loubet un mensaje agradeciéndole en el intérprete cerca de S. M. de la dolorosa emoción que experimentó al conocer el atentado.	[313, 1453, 538, 1512]
paragraph: De algunos proyectos tengo noticias, pero no quiero darlas por no poder dar las de todos, esperando á que el jurado decida.	[1035, 243, 1261, 279]
subsection-heading: Buque que llega	[847, 888, 968, 904]
divider	[1276, 1951, 1502, 1952]
byline: (POR TELÉFONO)	[1095, 1523, 1201, 1536]
paragraph: Continúa obteniendo buenas entradas el teatro de los Campos con el genial Frégoli.	[1035, 694, 1261, 719]
subsection-heading: Anarquista conocido	[349, 1765, 502, 1781]
paragraph: Resultaron brillantes tomando parte cincuenta y dos mil hombres, once mil caballos y 190 piezas de artillería.	[72, 1413, 298, 1471]
paragraph: Con buena entrada, mucho sol y mucha alegría se ha verificado esta tarde la anunciada corrida de toros.	[794, 419, 1020, 455]
separator-stars: * * *	[417, 808, 434, 817]
